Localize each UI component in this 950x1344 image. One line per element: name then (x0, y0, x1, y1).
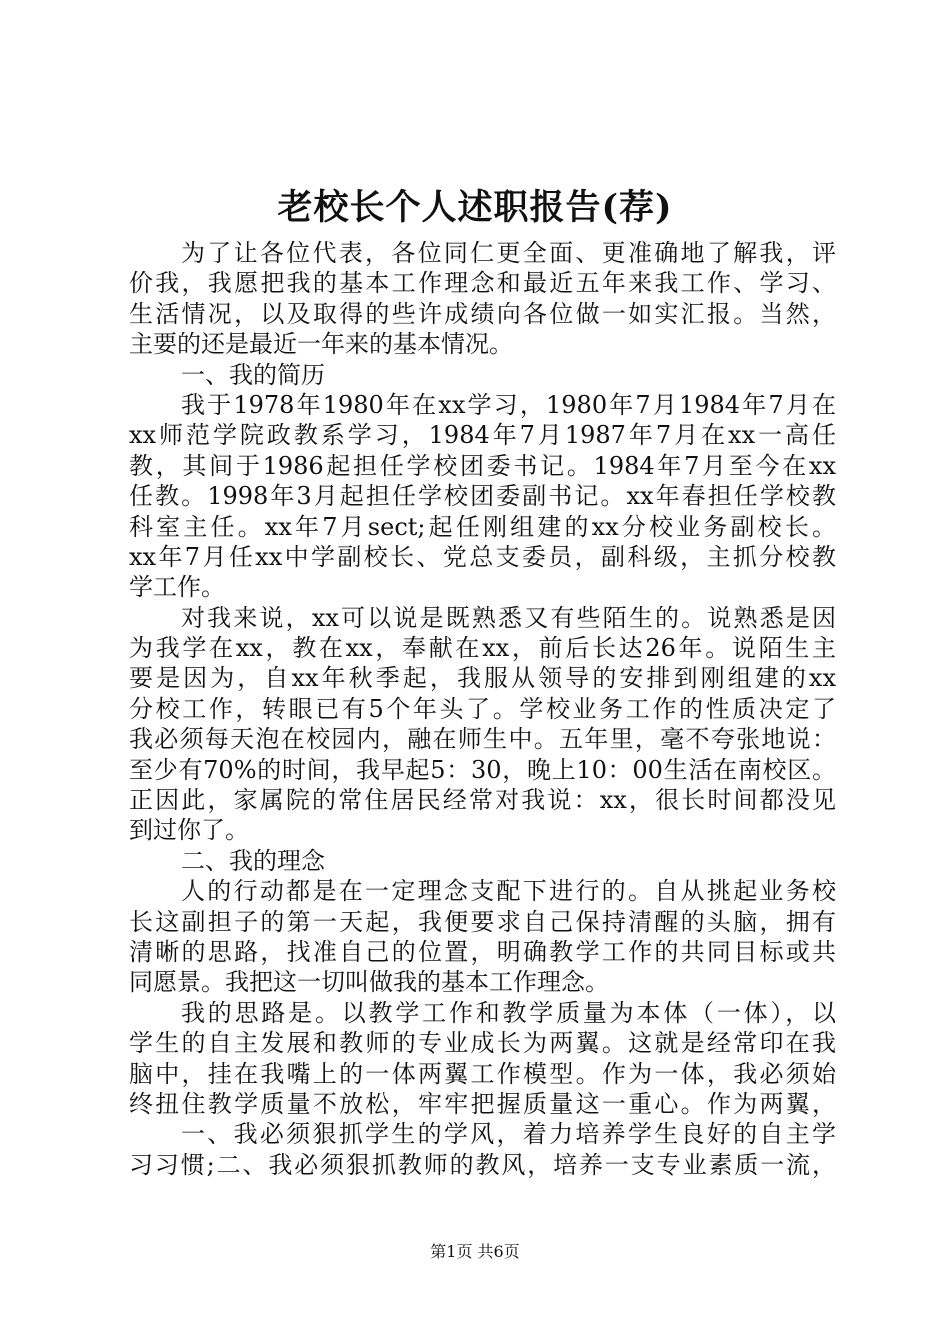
paragraph-line: 长这副担子的第一天起，我便要求自己保持清醒的头脑，拥有 (129, 907, 836, 936)
report-body (129, 238, 836, 1180)
paragraph-line: 我于1978年1980年在xx学习，1980年7月1984年7月在 (181, 390, 836, 419)
paragraph-line: 任教。1998年3月起担任学校团委副书记。xx年春担任学校教 (129, 482, 836, 511)
paragraph-line: 分校工作，转眼已有5个年头了。学校业务工作的性质决定了 (129, 694, 836, 723)
paragraph-line: 清晰的思路，找准自己的位置，明确教学工作的共同目标或共 (129, 937, 836, 966)
paragraph-line: 学生的自主发展和教师的专业成长为两翼。这就是经常印在我 (129, 1029, 836, 1058)
paragraph-line: 主要的还是最近一年来的基本情况。 (129, 330, 513, 359)
paragraph-line: 到过你了。 (129, 816, 249, 845)
paragraph-line: 生活情况，以及取得的些许成绩向各位做一如实汇报。当然， (129, 299, 836, 328)
paragraph-line: 我必须每天泡在校园内，融在师生中。五年里，毫不夸张地说： (129, 725, 836, 754)
paragraph-line: 对我来说，xx可以说是既熟悉又有些陌生的。说熟悉是因 (181, 603, 836, 632)
paragraph-line: xx年7月任xx中学副校长、党总支委员，副科级，主抓分校教 (129, 542, 836, 571)
page-footer: 第1页 共6页 (430, 1242, 520, 1261)
section-heading: 二、我的理念 (181, 846, 325, 875)
paragraph-line: 习习惯;二、我必须狠抓教师的教风，培养一支专业素质一流， (129, 1150, 836, 1179)
paragraph-line: 价我，我愿把我的基本工作理念和最近五年来我工作、学习、 (129, 269, 836, 298)
paragraph-line: 为了让各位代表，各位同仁更全面、更准确地了解我，评 (181, 239, 836, 267)
paragraph-line: 科室主任。xx年7月sect;起任刚组建的xx分校业务副校长。 (129, 512, 836, 541)
paragraph-line: 教，其间于1986起担任学校团委书记。1984年7月至今在xx (129, 451, 836, 480)
paragraph-line: 正因此，家属院的常住居民经常对我说：xx，很长时间都没见 (129, 786, 836, 815)
paragraph-line: 学工作。 (129, 573, 225, 602)
paragraph-line: 终扭住教学质量不放松，牢牢把握质量这一重心。作为两翼， (129, 1089, 836, 1118)
page-title: 老校长个人述职报告(荐) (277, 187, 673, 228)
paragraph-line: xx师范学院政教系学习，1984年7月1987年7月在xx一高任 (129, 421, 836, 450)
paragraph-line: 我的思路是。以教学工作和教学质量为本体（一体），以 (181, 998, 836, 1027)
paragraph-line: 人的行动都是在一定理念支配下进行的。自从挑起业务校 (181, 877, 836, 906)
section-heading: 一、我的简历 (181, 360, 325, 389)
paragraph-line: 要是因为，自xx年秋季起，我服从领导的安排到刚组建的xx (129, 664, 836, 693)
paragraph-line: 为我学在xx，教在xx，奉献在xx，前后长达26年。说陌生主 (129, 634, 836, 663)
paragraph-line: 同愿景。我把这一切叫做我的基本工作理念。 (129, 968, 609, 997)
paragraph-line: 一、我必须狠抓学生的学风，着力培养学生良好的自主学 (181, 1120, 836, 1149)
paragraph-line: 脑中，挂在我嘴上的一体两翼工作模型。作为一体，我必须始 (129, 1059, 836, 1088)
paragraph-line: 至少有70%的时间，我早起5：30，晚上10：00生活在南校区。 (129, 755, 836, 784)
